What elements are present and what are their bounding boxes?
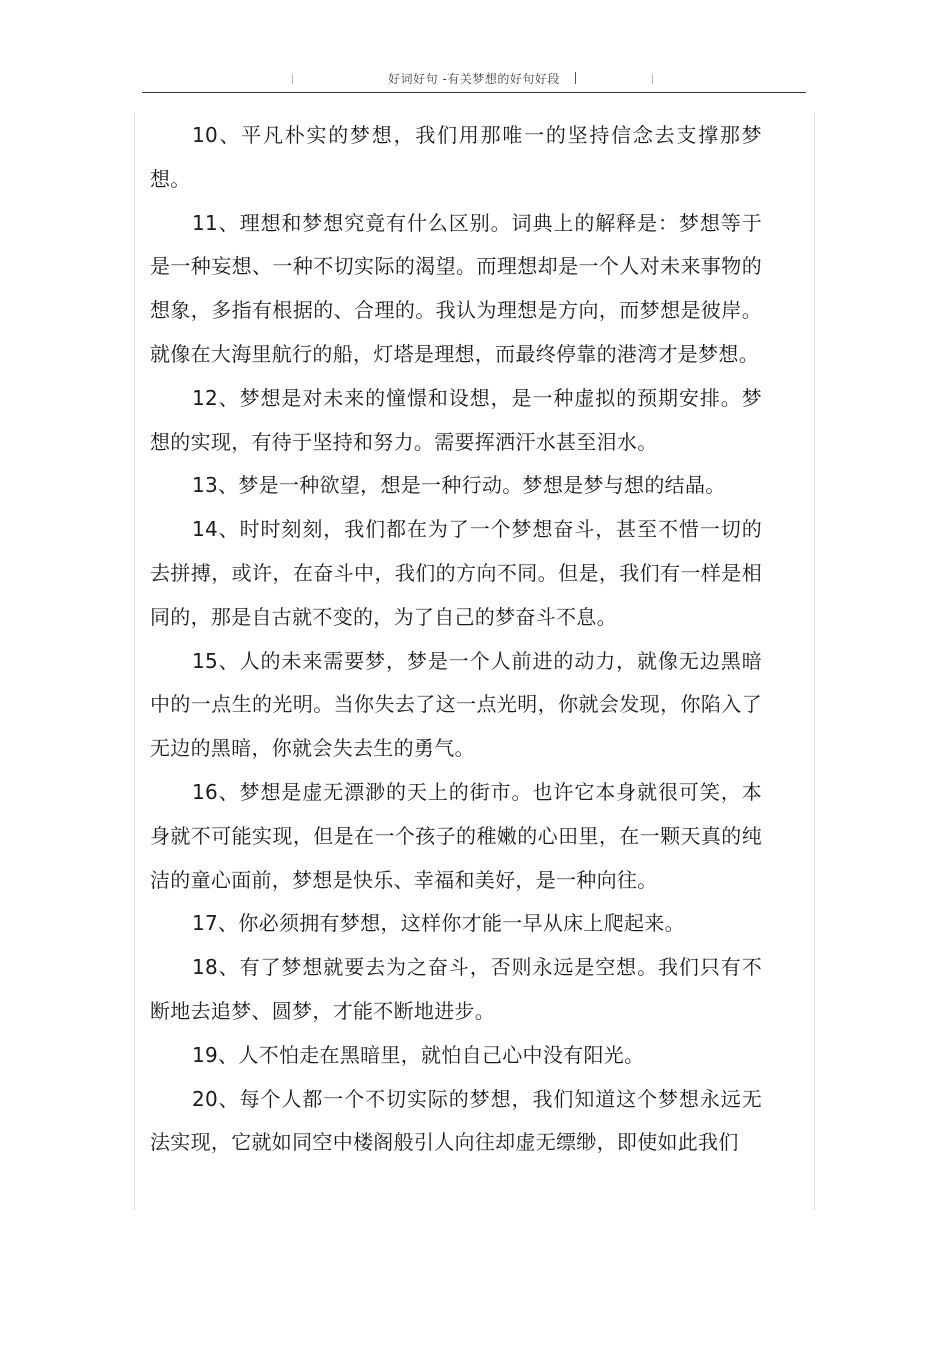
paragraph-17: 17、你必须拥有梦想，这样你才能一早从床上爬起来。 <box>192 911 685 936</box>
paragraph-15: 15、人的未来需要梦，梦是一个人前进的动力，就像无边黑暗中的一点生的光明。当你失去了这一点光明，你就会发现，你陷入了无边的黑暗，你就会失去生的勇气。 <box>150 648 762 761</box>
paragraph-16: 16、梦想是虚无漂渺的天上的街市。也许它本身就很可笑，本身就不可能实现，但是在一个孩子的稚嫩的心田里，在一颗天真的纯洁的童心面前，梦想是快乐、幸福和美好，是一种向往。 <box>150 779 762 892</box>
paragraph-12: 12、梦想是对未来的憧憬和设想，是一种虚拟的预期安排。梦想的实现，有待于坚持和努力。需要挥洒汗水甚至泪水。 <box>150 385 762 454</box>
paragraph-10: 10、平凡朴实的梦想，我们用那唯一的坚持信念去支撑那梦想。 <box>150 123 762 191</box>
header-title: 好词好句 -有关梦想的好句好段 <box>388 72 560 86</box>
paragraph-18: 18、有了梦想就要去为之奋斗，否则永远是空想。我们只有不断地去追梦、圆梦，才能不断地进步。 <box>150 955 762 1023</box>
paragraph-13: 13、梦是一种欲望，想是一种行动。梦想是梦与想的结晶。 <box>192 473 726 498</box>
left-margin-rule <box>134 112 135 1210</box>
header-tick-center <box>575 72 576 84</box>
paragraph-11: 11、理想和梦想究竟有什么区别。词典上的解释是：梦想等于是一种妄想、一种不切实际的渴望。而理想却是一个人对未来事物的想象，多指有根据的、合理的。我认为理想是方向，而梦想是彼岸。就像在大海里航行的船，灯塔是理想，而最终停靠的港湾才是梦想。 <box>150 210 762 366</box>
document-body <box>150 114 762 1165</box>
paragraph-19: 19、人不怕走在黑暗里，就怕自己心中没有阳光。 <box>192 1042 645 1067</box>
page-header <box>142 66 806 93</box>
paragraph-14: 14、时时刻刻，我们都在为了一个梦想奋斗，甚至不惜一切的去拼搏，或许，在奋斗中，我们的方向不同。但是，我们有一样是相同的，那是自古就不变的，为了自己的梦奋斗不息。 <box>150 517 762 629</box>
paragraph-20: 20、每个人都一个不切实际的梦想，我们知道这个梦想永远无法实现，它就如同空中楼阁般引人向往却虚无缥缈，即使如此我们 <box>150 1086 762 1155</box>
header-tick-right <box>652 74 653 84</box>
right-margin-rule <box>814 112 815 1210</box>
